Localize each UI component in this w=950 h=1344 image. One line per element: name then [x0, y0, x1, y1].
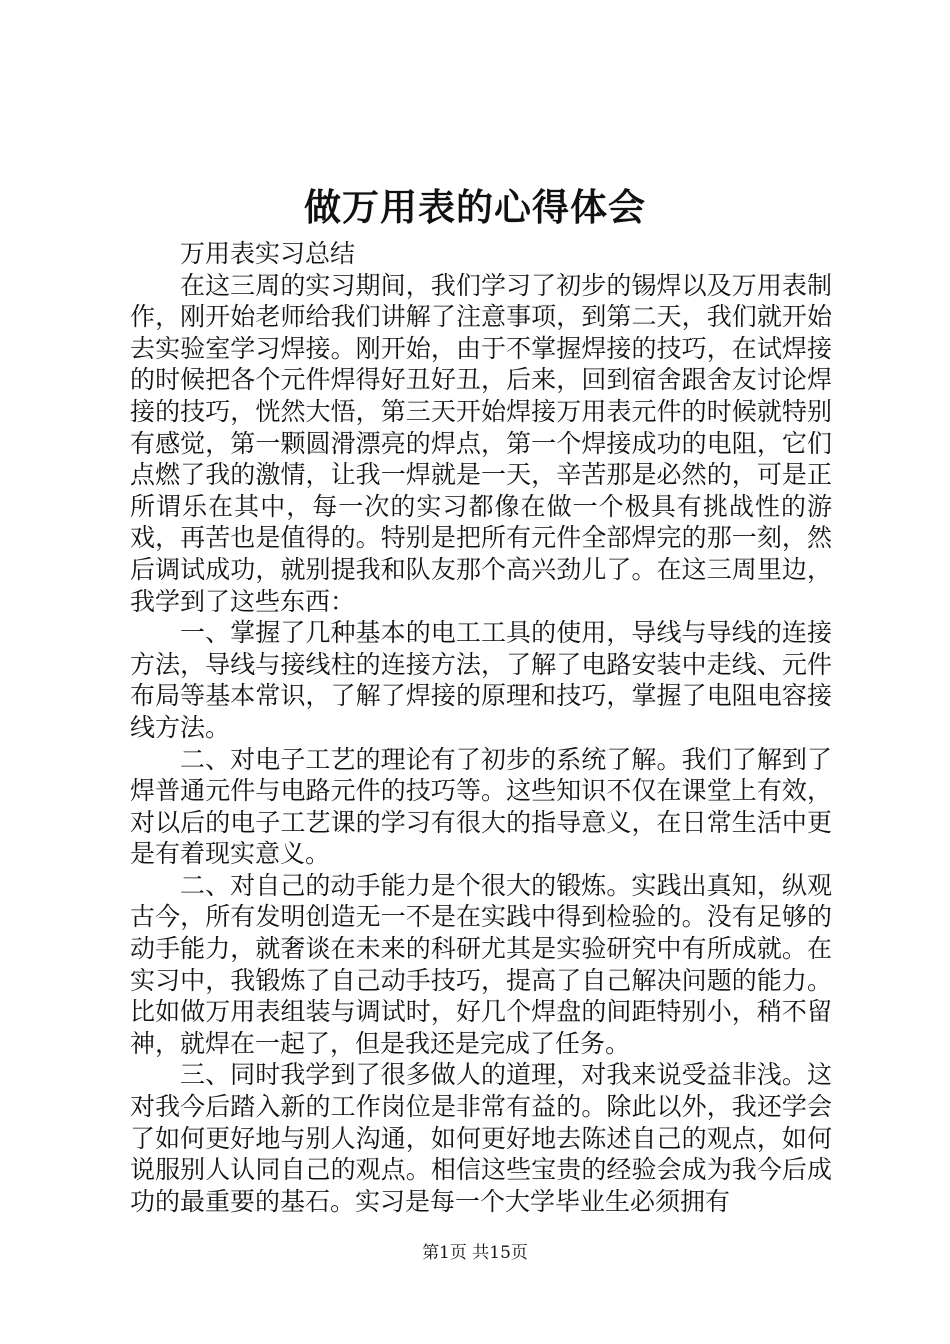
- paragraph-point-4: 三、同时我学到了很多做人的道理，对我来说受益非浅。这对我今后踏入新的工作岗位是非常有益的。除此以外，我还学会了如何更好地与别人沟通，如何更好地去陈述自己的观点，如何说服别人认同自己的观点。相信这些宝贵的经验会成为我今后成功的最重要的基石。实习是每一个大学毕业生必须拥有: [130, 1060, 832, 1216]
- document-title: 做万用表的心得体会: [304, 185, 646, 229]
- paragraph-point-2: 二、对电子工艺的理论有了初步的系统了解。我们了解到了焊普通元件与电路元件的技巧等。这些知识不仅在课堂上有效，对以后的电子工艺课的学习有很大的指导意义，在日常生活中更是有着现实意义。: [130, 744, 832, 869]
- document-body: [130, 238, 832, 1217]
- page-number-footer: 第1页 共15页: [422, 1243, 528, 1263]
- paragraph-point-3: 二、对自己的动手能力是个很大的锻炼。实践出真知，纵观古今，所有发明创造无一不是在实践中得到检验的。没有足够的动手能力，就奢谈在未来的科研尤其是实验研究中有所成就。在实习中，我锻炼了自己动手技巧，提高了自己解决问题的能力。比如做万用表组装与调试时，好几个焊盘的间距特别小，稍不留神，就焊在一起了，但是我还是完成了任务。: [130, 870, 832, 1058]
- paragraph-point-1: 一、掌握了几种基本的电工工具的使用，导线与导线的连接方法，导线与接线柱的连接方法，了解了电路安装中走线、元件布局等基本常识，了解了焊接的原理和技巧，掌握了电阻电容接线方法。: [130, 618, 832, 742]
- paragraph-subtitle: 万用表实习总结: [180, 239, 356, 268]
- paragraph-intro: 在这三周的实习期间，我们学习了初步的锡焊以及万用表制作，刚开始老师给我们讲解了注意事项，到第二天，我们就开始去实验室学习焊接。刚开始，由于不掌握焊接的技巧，在试焊接的时候把各个元件焊得好丑好丑，后来，回到宿舍跟舍友讨论焊接的技巧，恍然大悟，第三天开始焊接万用表元件的时候就特别有感觉，第一颗圆滑漂亮的焊点，第一个焊接成功的电阻，它们点燃了我的激情，让我一焊就是一天，辛苦那是必然的，可是正所谓乐在其中，每一次的实习都像在做一个极具有挑战性的游戏，再苦也是值得的。特别是把所有元件全部焊完的那一刻，然后调试成功，就别提我和队友那个高兴劲儿了。在这三周里边，我学到了这些东西：: [130, 270, 832, 616]
